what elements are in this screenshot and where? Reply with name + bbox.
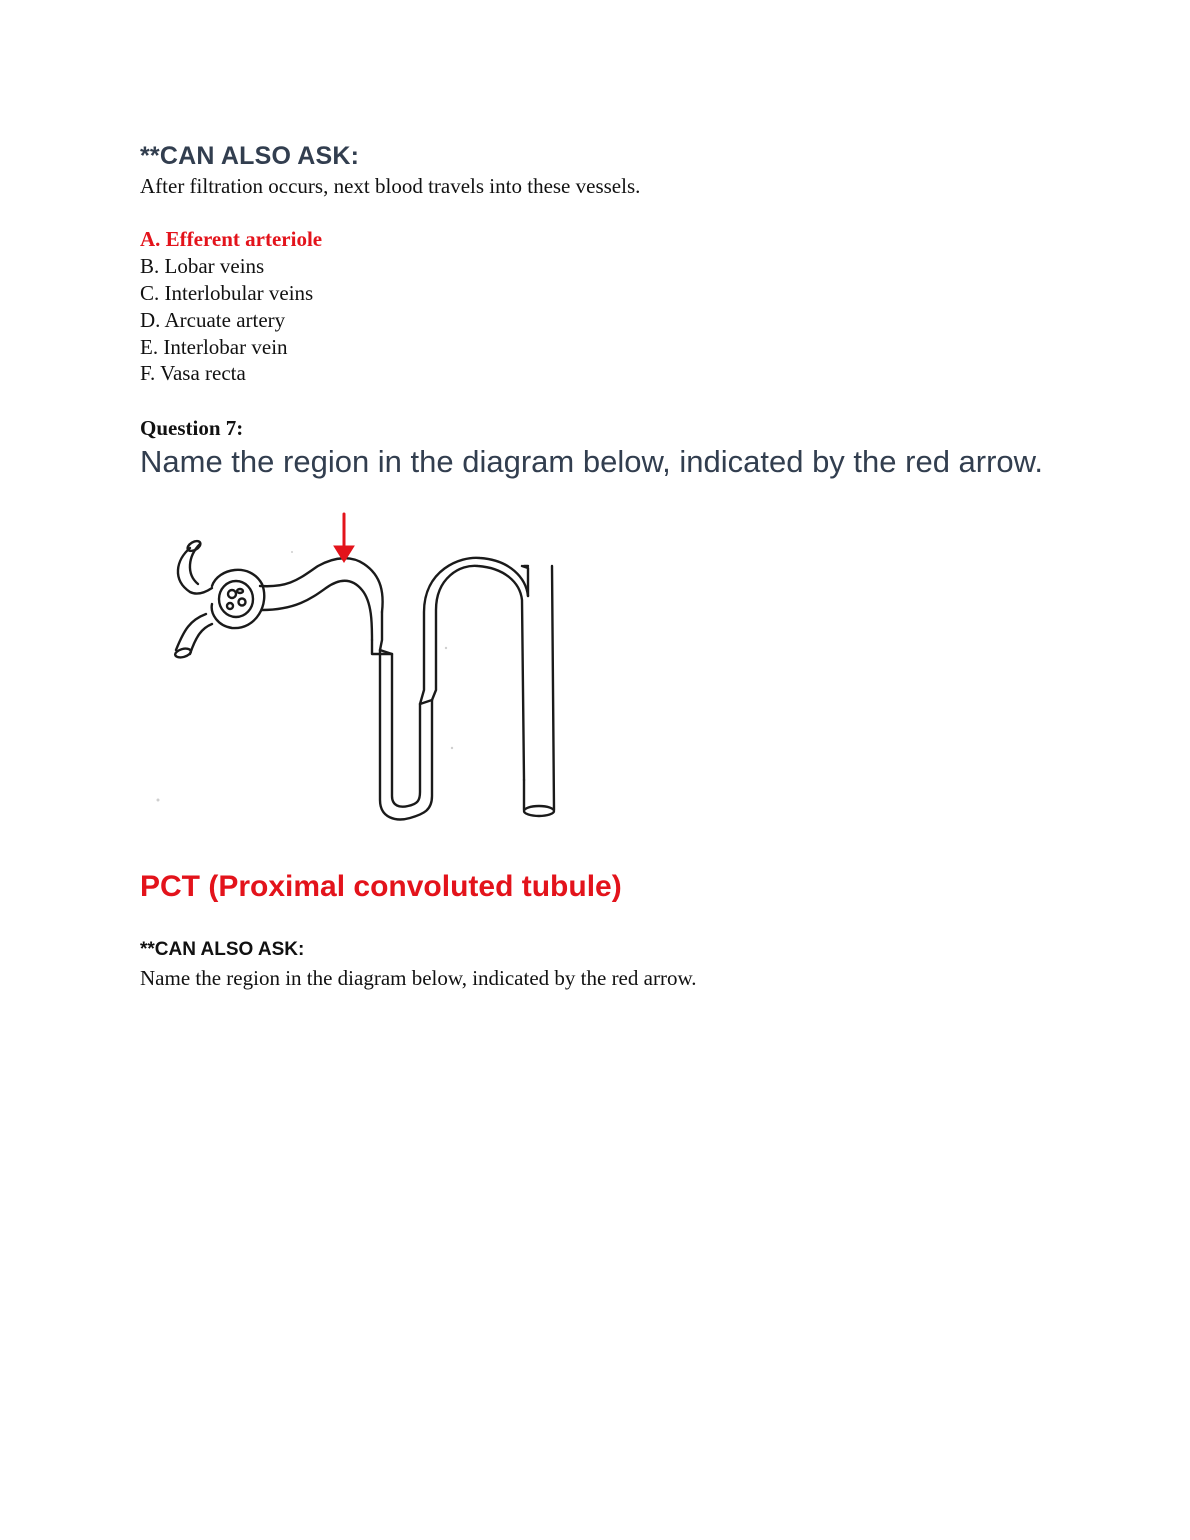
descending-limb-inner	[372, 558, 528, 807]
descending-limb-outer	[380, 566, 524, 820]
option-c: C. Interlobular veins	[140, 281, 314, 305]
red-arrow-indicator	[334, 514, 354, 562]
question-7-text: Name the region in the diagram below, indicated by the red arrow.	[140, 444, 1043, 479]
afferent-arteriole	[178, 548, 212, 594]
option-e: E. Interlobar vein	[140, 335, 288, 359]
can-also-ask-heading: **CAN ALSO ASK:	[140, 142, 360, 170]
question-prompt-2: Name the region in the diagram below, indicated by the red arrow.	[140, 966, 697, 990]
collecting-duct-right	[552, 566, 554, 810]
option-d: D. Arcuate artery	[140, 308, 286, 332]
glomerulus	[219, 581, 253, 617]
option-a-correct: A. Efferent arteriole	[140, 227, 323, 251]
pct-upper-wall	[260, 558, 383, 612]
question-prompt: After filtration occurs, next blood travels into these vessels.	[140, 174, 641, 198]
question-7-answer: PCT (Proximal convoluted tubule)	[140, 870, 622, 903]
option-f: F. Vasa recta	[140, 361, 246, 385]
question-7-label: Question 7:	[140, 416, 244, 440]
can-also-ask-heading-2: **CAN ALSO ASK:	[140, 939, 305, 960]
afferent-opening	[186, 539, 202, 553]
pct-lower-wall	[262, 581, 372, 640]
option-b: B. Lobar veins	[140, 254, 265, 278]
nephron-diagram	[150, 500, 590, 830]
collecting-duct-opening	[524, 806, 554, 816]
